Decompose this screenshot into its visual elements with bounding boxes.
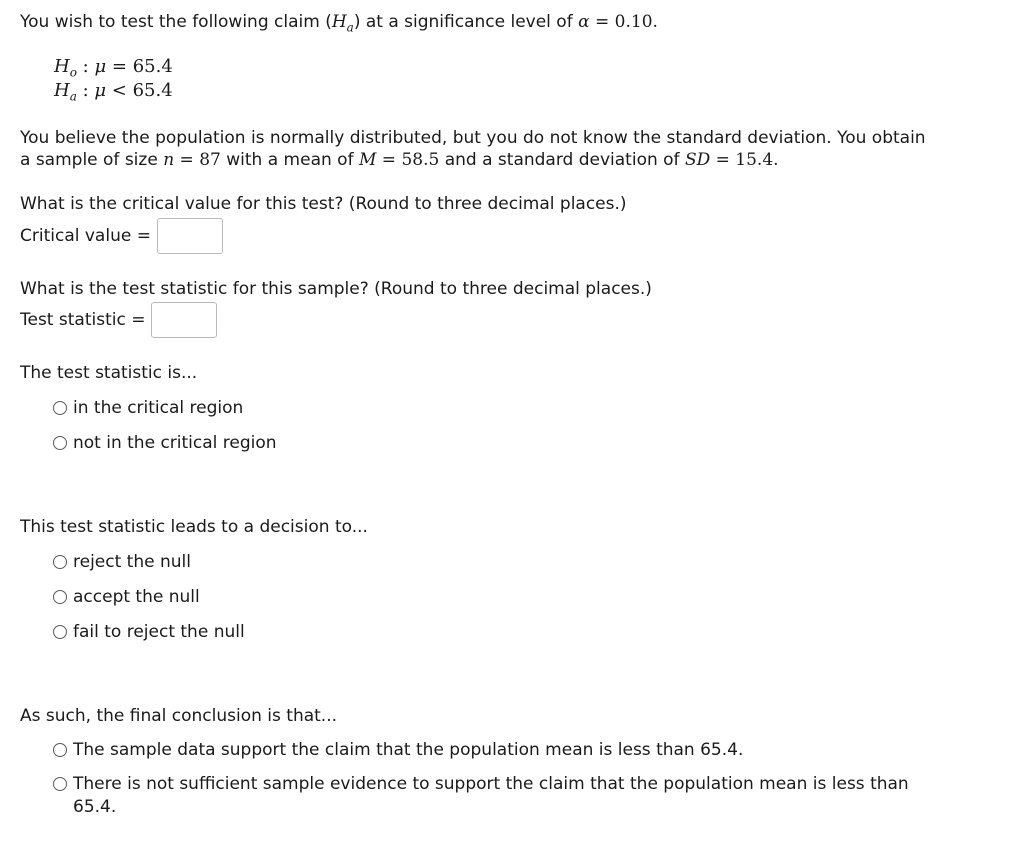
h0-symbol: H — [54, 56, 70, 77]
desc-sample-size-text: a sample of size — [20, 150, 164, 170]
m-symbol: M — [358, 150, 377, 170]
claim-suffix: . — [652, 12, 658, 32]
option-label: The sample data support the claim that the population mean is less than 65.4. — [73, 740, 744, 760]
critical-value-question: What is the critical value for this test? (Round to three decimal places.) — [20, 194, 627, 214]
option-label: There is not sufficient sample evidence to support the claim that the population mean is less than 65.4. — [73, 774, 909, 817]
option-label: accept the null — [73, 587, 200, 607]
alpha-symbol: α — [578, 12, 590, 32]
m-value: 58.5 — [401, 150, 440, 170]
n-value: 87 — [199, 150, 221, 170]
ha-hyp-subscript: a — [69, 89, 77, 104]
radio-circle-icon[interactable] — [53, 777, 67, 791]
option-accept-null[interactable] — [53, 586, 200, 608]
sd-symbol: SD — [684, 150, 711, 170]
option-data-support-claim[interactable] — [53, 739, 743, 761]
critical-value-label: Critical value = — [20, 226, 151, 246]
option-label: fail to reject the null — [73, 622, 245, 642]
h0-mu: μ — [94, 56, 107, 77]
ha-hyp-symbol: H — [54, 80, 70, 101]
region-question: The test statistic is... — [20, 363, 198, 383]
test-statistic-question: What is the test statistic for this sample? (Round to three decimal places.) — [20, 279, 652, 299]
test-statistic-row — [20, 301, 217, 339]
n-equals: = — [174, 150, 200, 170]
ha-symbol: H — [331, 12, 347, 32]
option-reject-null[interactable] — [53, 551, 191, 573]
claim-middle: ) at a significance level of — [353, 12, 579, 32]
test-statistic-label: Test statistic = — [20, 310, 146, 330]
option-not-sufficient-evidence[interactable] — [53, 773, 933, 819]
h0-value: 65.4 — [132, 56, 173, 77]
desc-mean-text: with a mean of — [220, 150, 359, 170]
decision-question: This test statistic leads to a decision to... — [20, 517, 368, 537]
ha-colon: : — [76, 80, 95, 101]
n-symbol: n — [163, 150, 175, 170]
radio-circle-icon[interactable] — [53, 436, 67, 450]
claim-prefix: You wish to test the following claim ( — [20, 12, 332, 32]
sd-equals: = — [710, 150, 736, 170]
sd-value: 15.4 — [735, 150, 774, 170]
ha-mu: μ — [94, 80, 107, 101]
test-statistic-input[interactable] — [151, 302, 217, 338]
claim-statement — [20, 11, 658, 38]
alternative-hypothesis — [54, 79, 173, 109]
radio-circle-icon[interactable] — [53, 401, 67, 415]
h0-colon: : — [76, 56, 95, 77]
conclusion-question: As such, the final conclusion is that... — [20, 706, 338, 726]
option-fail-to-reject-null[interactable] — [53, 621, 245, 643]
h0-subscript: o — [69, 65, 77, 80]
h0-operator: = — [106, 56, 133, 77]
radio-circle-icon[interactable] — [53, 590, 67, 604]
m-equals: = — [376, 150, 402, 170]
option-label: reject the null — [73, 552, 191, 572]
radio-circle-icon[interactable] — [53, 555, 67, 569]
radio-circle-icon[interactable] — [53, 743, 67, 757]
critical-value-input[interactable] — [157, 218, 223, 254]
ha-operator: < — [106, 80, 133, 101]
radio-circle-icon[interactable] — [53, 625, 67, 639]
option-not-in-critical-region[interactable] — [53, 432, 277, 454]
desc-end: . — [773, 150, 779, 170]
desc-sd-text: and a standard deviation of — [439, 150, 685, 170]
ha-value: 65.4 — [132, 80, 173, 101]
description-line-2 — [20, 149, 779, 171]
critical-value-row — [20, 217, 223, 255]
description-line-1: You believe the population is normally distributed, but you do not know the standard deviation. You obtain — [20, 128, 926, 148]
alpha-value: 0.10 — [614, 12, 653, 32]
ha-subscript: a — [346, 20, 354, 35]
option-in-critical-region[interactable] — [53, 397, 243, 419]
option-label: not in the critical region — [73, 433, 277, 453]
option-label: in the critical region — [73, 398, 244, 418]
alpha-equals: = — [589, 12, 615, 32]
